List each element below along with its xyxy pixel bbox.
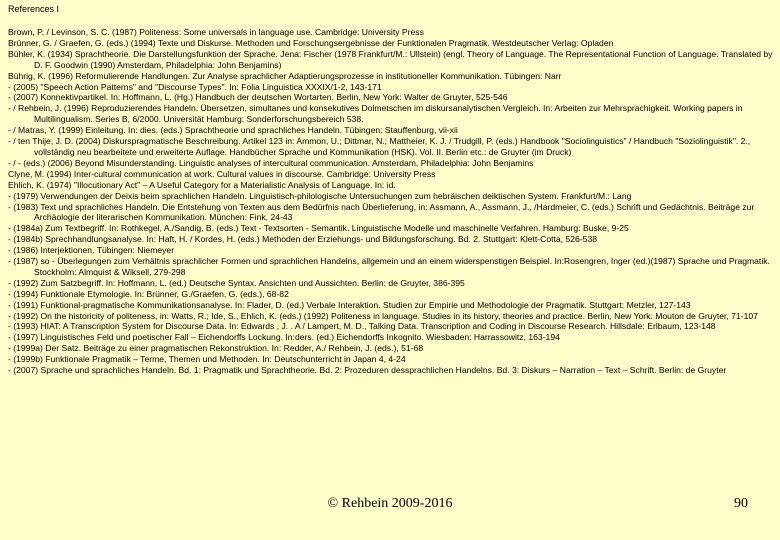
reference-entry: - / Rehbein, J. (1996) Reproduzierendes Handeln. Übersetzen, simultanes und konsekutives Dolmetschen im diskursanalytischen Vergleich. In: Arbeiten zur Mehrsprachigkeit. Working papers in Multilingualism. Series B, 6/2000. Universität Hamburg: Sonderforschungsbereich 538. — [8, 103, 743, 125]
reference-entry: - (1987) so - Überlegungen zum Verhältnis sprachlicher Formen und sprachlichen Handelns, allgemein und an einem widerspenstigen Beispiel. In:Rosengren, Inger (ed.)(1987) Sprache und Pragmatik. Stockholm: Almquist & Wiksell, 279-298 — [8, 256, 770, 277]
reference-entry: - (1994) Funktionale Etymologie. In: Brünner, G./Graefen, G. (eds.), 68-82 — [8, 288, 289, 299]
reference-entry: - (1986) Interjektionen. Tübingen: Niemeyer — [8, 245, 175, 256]
reference-entry: Clyne, M. (1994) Inter-cultural communication at work. Cultural values in discourse. Cambridge: University Press — [8, 168, 436, 179]
reference-entry: - (1991) Funktional-pragmatische Kommunikationsanalyse. In: Flader, D. (ed.) Verbale Interaktion. Studien zur Empirie und Methodologie der Pragmatik. Stuttgart: Metzler, 127-143 — [8, 299, 691, 310]
reference-entry: - / - (eds.) (2006) Beyond Misunderstanding. Linguistic analyses of intercultural communication. Amsterdam, Philadelphia: John Benjamins — [8, 157, 534, 168]
reference-entry: Bühler, K. (1934) Sprachtheorie. Die Darstellungsfunktion der Sprache. Jena: Fischer (1978 Frankfurt/M.: Ullstein) (engl. Theory of Language. The Representational Function of Language. Translated by D. F. Goodwin (1990) Amsterdam, Philadelphia: John Benjamins) — [8, 48, 773, 70]
reference-entry: - (2007) Konnektivpartikel. In: Hoffmann, L. (Hg.) Handbuch der deutschen Wortarten. Berlin, New York: Walter de Gruyter, 525-546 — [8, 92, 508, 103]
reference-entry: - (1993) HIAT: A Transcription System for Discourse Data. In: Edwards , J. . A / Lampert, M. D., Talking Data. Transcription and Coding in Discourse Research. Hillsdale: Erlbaum, 123-148 — [8, 321, 716, 332]
reference-entry: - (1992) On the historicity of politeness, in: Watts, R.; Ide, S., Ehlich, K. (eds.) (1992) Politeness in language. Studies in its history, theories and practice. Berlin, New York: Mouton de Gruyter, 71-107 — [8, 310, 758, 321]
page-number: 90 — [734, 496, 748, 511]
reference-entry: - (1997) Linguistisches Feld und poetischer Fall – Eichendorffs Lockung. In:ders. (ed.) Eichendorffs Inkognito. Wiesbaden: Harrassowitz, 163-194 — [8, 332, 560, 343]
reference-entry: - (1983) Text und sprachliches Handeln. Die Entstehung von Texten aus dem Bedürfnis nach Überlieferung, in: Assmann, A., Assmann, J., /Hardmeier, C. (eds.) Schrift und Gedächtnis. Beiträge zur Archäologie der literarischen Kommunikation. München: Fink, 24-43 — [8, 201, 755, 223]
reference-entry: - / ten Thije, J. D. (2004) Diskurspragmatische Beschreibung. Artikel 123 in: Ammon, U.; Dittmar, N.; Mattheier, K. J. / Trudgill, P. (eds.) Handbook "Sociolinguistics" / Handbuch "Soziolinguistik". 2., vollständig neu bearbeitete und erweiterte Auflage. Handbücher Sprache und Kommunikation (HSK). Vol. II. Berlin etc.: de Gruyter (im Druck) — [8, 136, 751, 157]
reference-entry: - (1979) Verwendungen der Deixis beim sprachlichen Handeln. Linguistisch-philologische Untersuchungen zum hebräischen deiktischen System. Frankfurt/M.: Lang — [8, 190, 632, 201]
reference-entry: Brown, P. / Levinson, S. C. (1987) Politeness: Some universals in language use. Cambridge: University Press — [8, 27, 424, 37]
copyright-footer: © Rehbein 2009-2016 — [327, 496, 453, 511]
reference-entry: - (1992) Zum Satzbegriff. In: Hoffmann, L. (ed.) Deutsche Syntax. Ansichten und Aussichten. Berlin: de Gruyter, 386-395 — [8, 277, 465, 288]
reference-entry: - (1999b) Funktionale Pragmatik – Terme, Themen und Methoden. In: Deutschunterricht in Japan 4, 4-24 — [8, 354, 406, 365]
page-title: References I — [8, 4, 60, 14]
reference-entry: Ehlich, K. (1974) "Illocutionary Act" – A Useful Category for a Materialistic Analysis of Language. In: id. — [8, 179, 396, 190]
reference-entry: - (2007) Sprache und sprachliches Handeln. Bd. 1: Pragmatik und Sprachtheorie. Bd. 2: Prozeduren dessprachlichen Handelns. Bd. 3: Diskurs – Narration – Text – Schrift. Berlin: de Gruyter — [8, 365, 727, 376]
reference-entry: Bührig, K. (1996) Reformulierende Handlungen. Zur Analyse sprachlicher Adaptierungsprozesse in institutioneller Kommunikation. Tübingen: Narr — [8, 70, 562, 81]
reference-list — [8, 27, 776, 376]
reference-entry: Brünner, G. / Graefen, G. (eds.) (1994) Texte und Diskurse. Methoden und Forschungsergebnisse der Funktionalen Pragmatik. Westdeutscher Verlag: Opladen — [8, 37, 614, 48]
reference-entry: - (2005) "Speech Action Patterns" and "Discourse Types". In: Folia Linguistica XXXIX/1-2, 143-171 — [8, 81, 382, 92]
reference-entry: - (1984b) Sprechhandlungsanalyse. In: Haft, H. / Kordes, H. (eds.) Methoden der Erziehungs- und Bildungsforschung. Bd. 2. Stuttgart: Klett-Cotta, 526-538 — [8, 234, 597, 245]
reference-entry: - / Matras, Y. (1999) Einleitung. In: dies. (eds.) Sprachtheorie und sprachliches Handeln. Tübingen: Stauffenburg, vii-xii — [8, 125, 458, 136]
reference-entry: - (1999a) Der Satz. Beiträge zu einer pragmatischen Rekonstruktion. In: Redder, A./ Rehbein, J. (eds.), 51-68 — [8, 343, 424, 354]
reference-entry: - (1984a) Zum Textbegriff. In: Rothkegel, A./Sandig, B. (eds.) Text - Textsorten - Semantik. Linguistische Modelle und maschinelle Verfahren. Hamburg: Buske, 9-25 — [8, 223, 629, 234]
